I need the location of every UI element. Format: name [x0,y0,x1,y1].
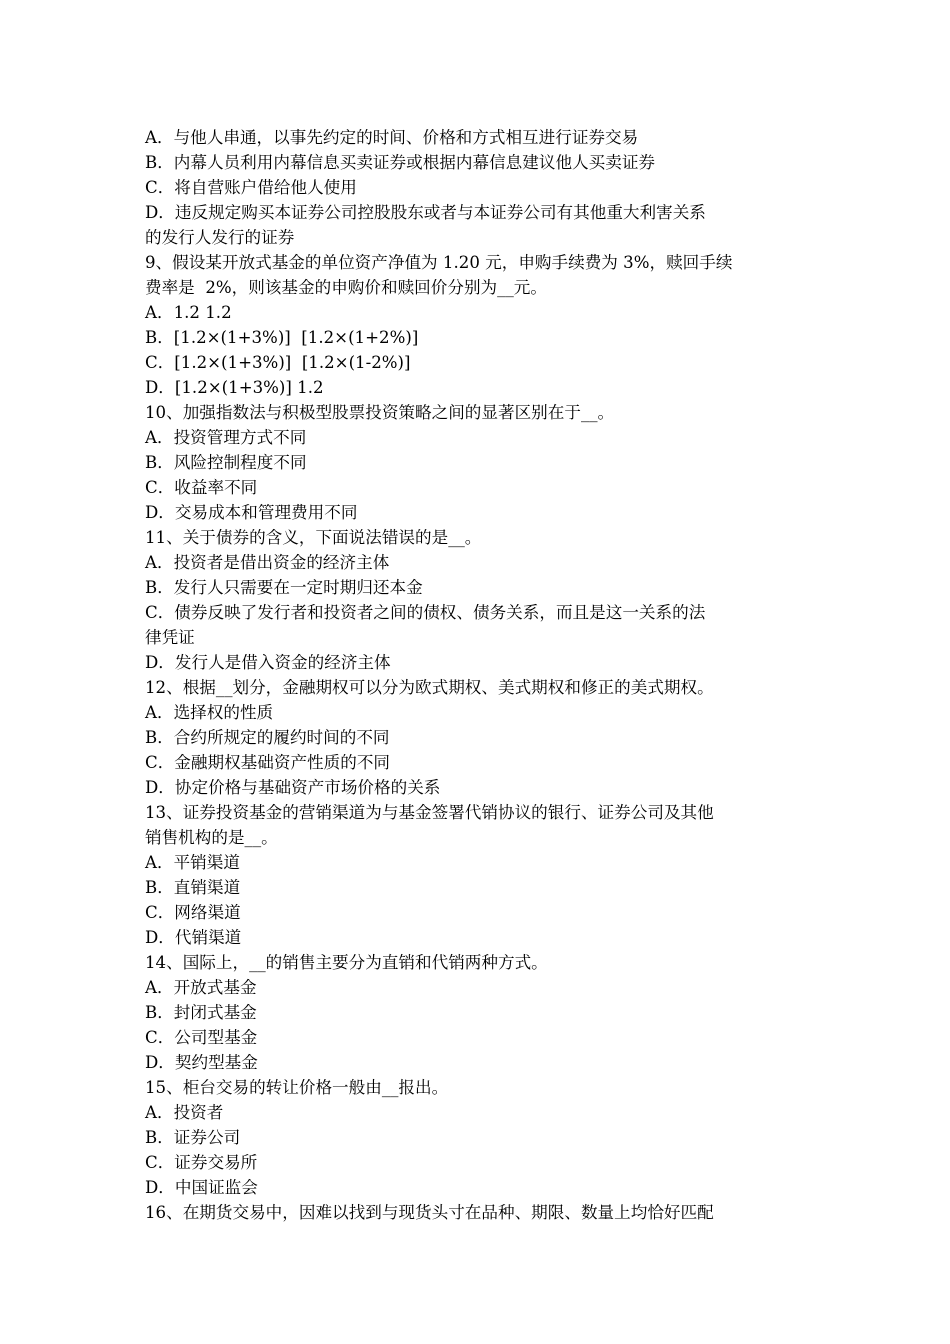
text-line: 律凭证 [145,628,195,647]
option-b: B．证券公司 [145,1128,241,1147]
option-d: D．发行人是借入资金的经济主体 [145,653,391,672]
question-13: 13、证券投资基金的营销渠道为与基金签署代销协议的银行、证券公司及其他 [145,803,714,822]
text-line: B．内幕人员利用内幕信息买卖证券或根据内幕信息建议他人买卖证券 [145,153,656,172]
option-d: D．交易成本和管理费用不同 [145,503,358,522]
option-b: B．封闭式基金 [145,1003,257,1022]
option-d: D．代销渠道 [145,928,242,947]
option-a: A．1.2 1.2 [145,303,232,322]
option-a: A．投资者是借出资金的经济主体 [145,553,390,572]
document-body [145,125,810,1225]
option-c: C．证券交易所 [145,1153,258,1172]
option-a: A．平销渠道 [145,853,240,872]
option-a: A．投资者 [145,1103,224,1122]
question-12: 12、根据__划分，金融期权可以分为欧式期权、美式期权和修正的美式期权。 [145,678,714,697]
text-line: 的发行人发行的证券 [145,228,295,247]
option-d: D．[1.2×(1+3%)] 1.2 [145,378,324,397]
text-line: A．与他人串通，以事先约定的时间、价格和方式相互进行证券交易 [145,128,639,147]
question-11: 11、关于债券的含义，下面说法错误的是__。 [145,528,482,547]
question-16: 16、在期货交易中，因难以找到与现货头寸在品种、期限、数量上均恰好匹配 [145,1203,714,1222]
option-b: B．直销渠道 [145,878,241,897]
text-line: 费率是 2%，则该基金的申购价和赎回价分别为__元。 [145,278,547,297]
option-d: D．中国证监会 [145,1178,258,1197]
option-b: B．风险控制程度不同 [145,453,307,472]
text-line: 销售机构的是__。 [145,828,278,847]
option-b: B．[1.2×(1+3%)] [1.2×(1+2%)] [145,328,419,347]
question-9: 9、假设某开放式基金的单位资产净值为 1.20 元，申购手续费为 3%，赎回手续 [145,253,733,272]
option-d: D．协定价格与基础资产市场价格的关系 [145,778,441,797]
option-d: D．契约型基金 [145,1053,258,1072]
text-line: D．违反规定购买本证券公司控股股东或者与本证券公司有其他重大利害关系 [145,203,706,222]
question-14: 14、国际上，__的销售主要分为直销和代销两种方式。 [145,953,548,972]
option-c: C．收益率不同 [145,478,258,497]
option-c: C．金融期权基础资产性质的不同 [145,753,391,772]
option-c: C．公司型基金 [145,1028,258,1047]
option-a: A．开放式基金 [145,978,257,997]
option-b: B．合约所规定的履约时间的不同 [145,728,390,747]
option-a: A．选择权的性质 [145,703,274,722]
text-line: C．将自营账户借给他人使用 [145,178,357,197]
question-10: 10、加强指数法与积极型股票投资策略之间的显著区别在于__。 [145,403,615,422]
question-15: 15、柜台交易的转让价格一般由__报出。 [145,1078,449,1097]
option-c: C．网络渠道 [145,903,241,922]
option-c: C．[1.2×(1+3%)] [1.2×(1-2%)] [145,353,411,372]
option-a: A．投资管理方式不同 [145,428,307,447]
option-b: B．发行人只需要在一定时期归还本金 [145,578,423,597]
option-c: C．债券反映了发行者和投资者之间的债权、债务关系，而且是这一关系的法 [145,603,706,622]
